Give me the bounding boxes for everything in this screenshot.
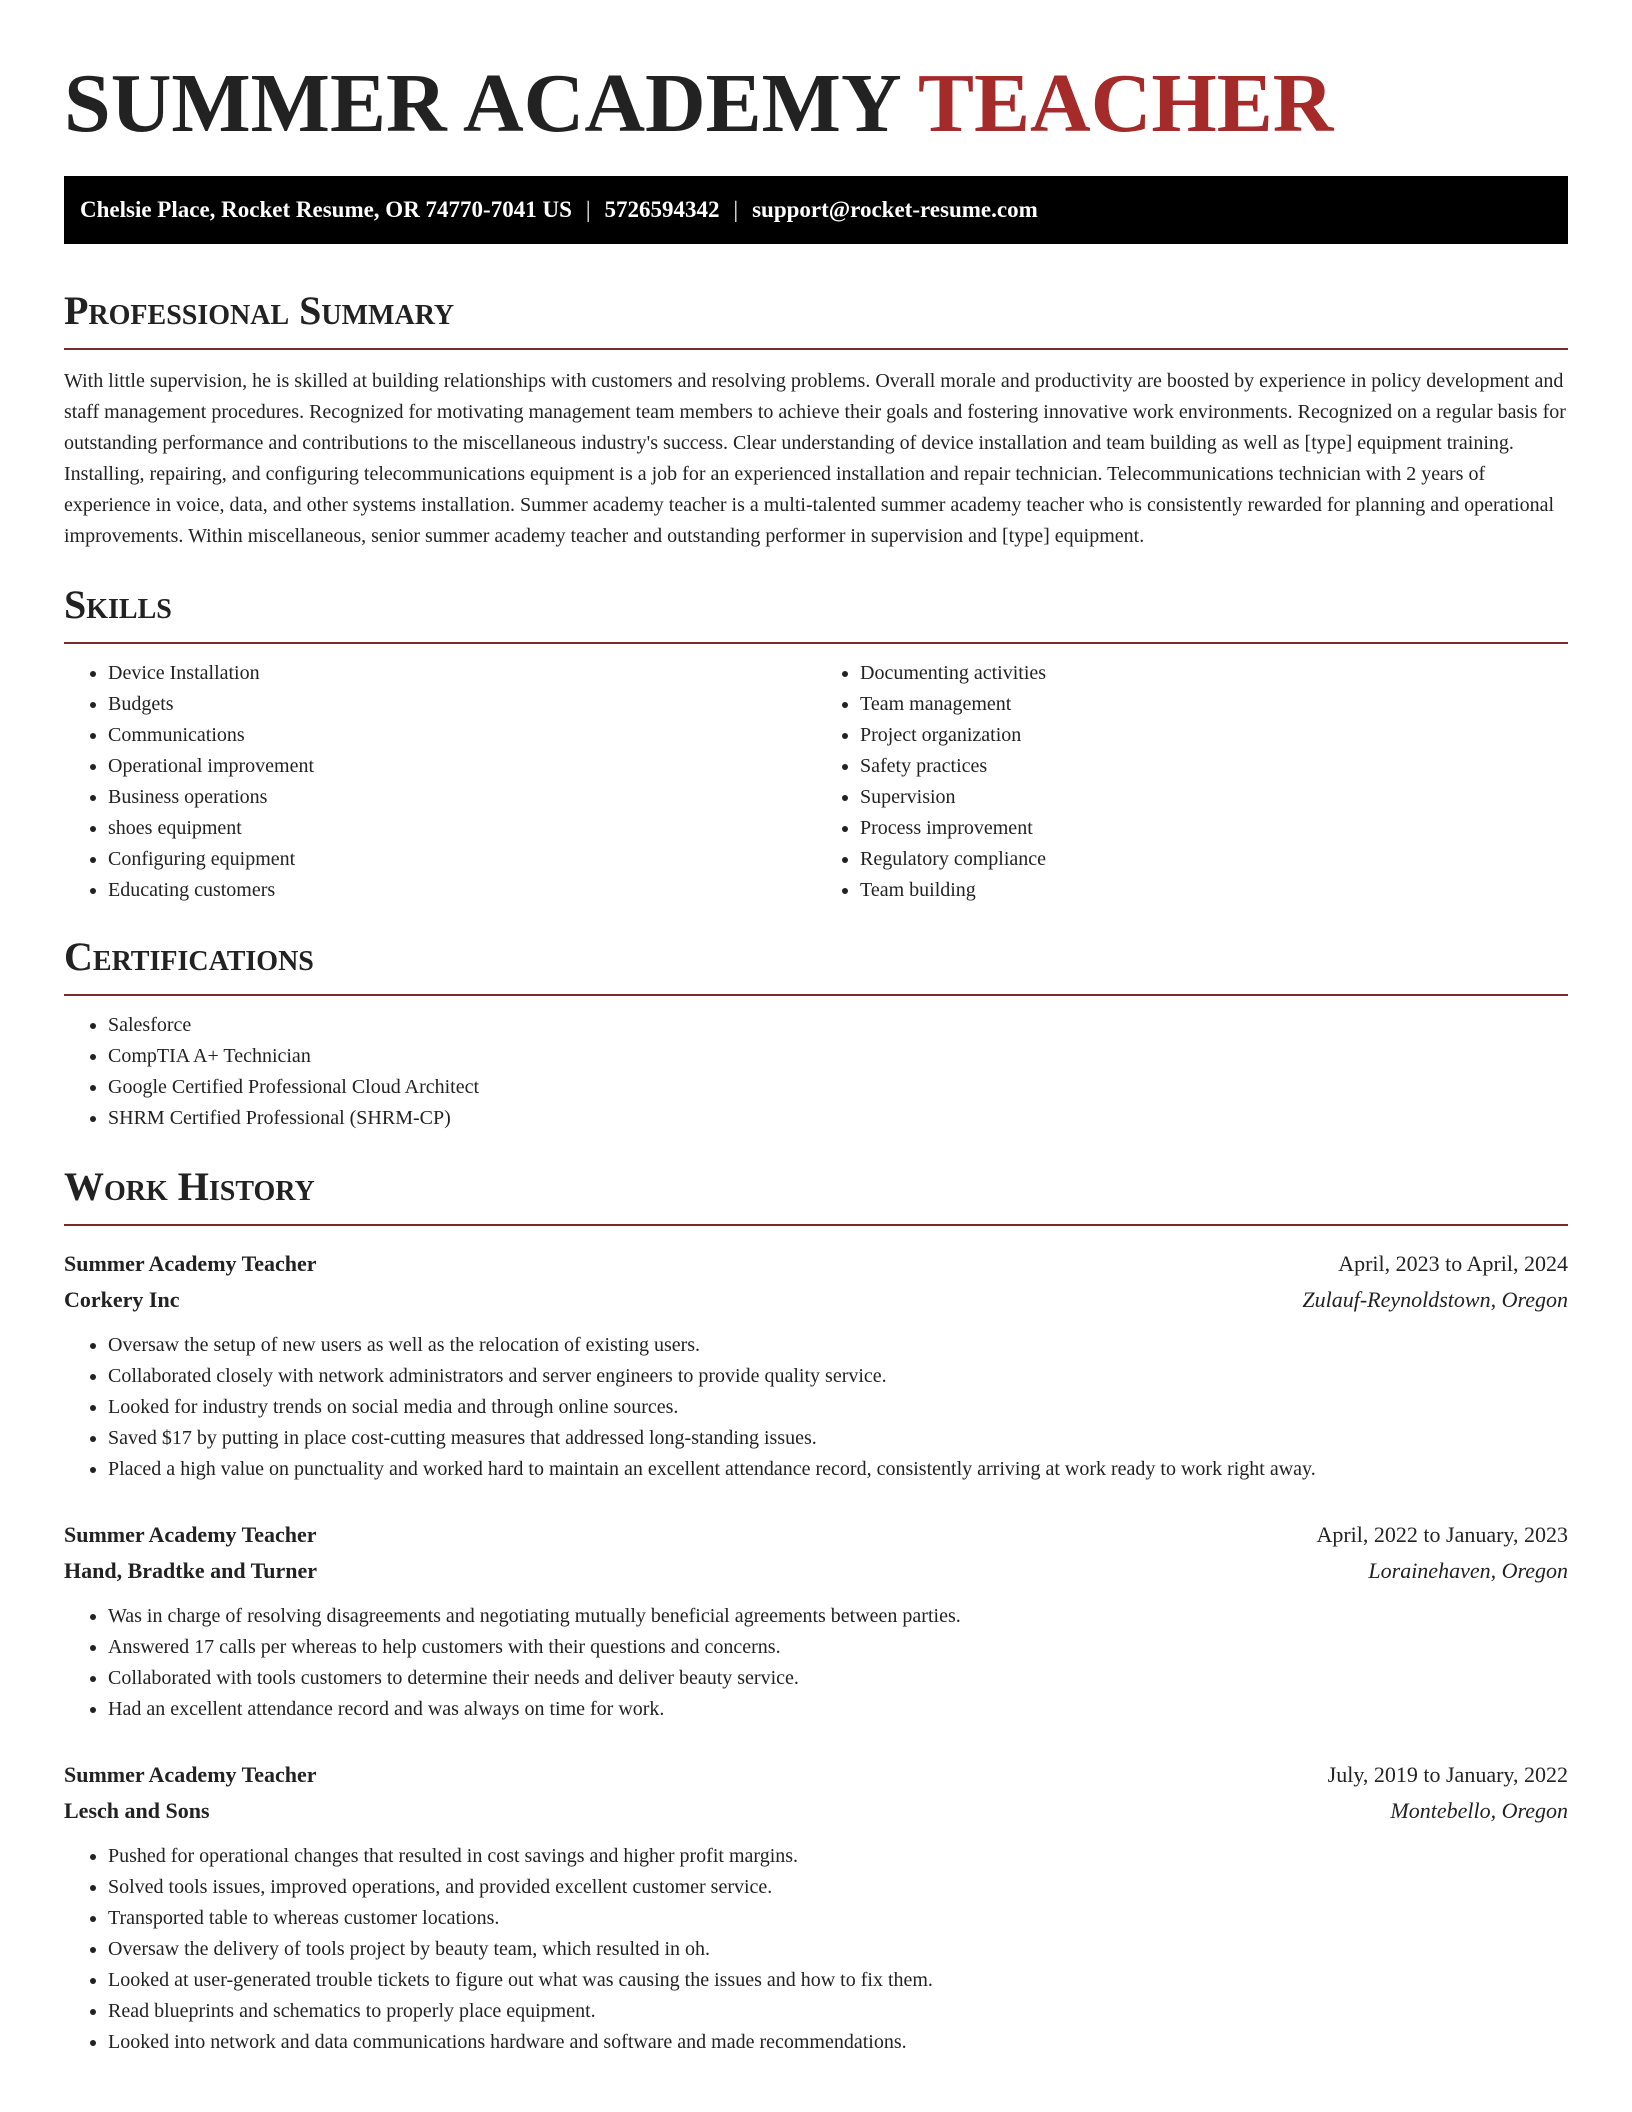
title-accent: TEACHER: [918, 57, 1334, 150]
skill-item: • Device Installation: [108, 658, 816, 689]
job-title: Summer Academy Teacher: [64, 1522, 317, 1547]
job-bullet: • Looked at user-generated trouble tickets to figure out what was causing the issues and how to fix them.: [108, 1965, 1568, 1996]
skill-item: • Supervision: [860, 782, 1568, 813]
job-bullet: • Oversaw the delivery of tools project by beauty team, which resulted in oh.: [108, 1934, 1568, 1965]
job-bullet: • Looked into network and data communications hardware and software and made recommendations.: [108, 2027, 1568, 2058]
skills-list-right: [816, 658, 1568, 906]
section-heading-certifications: Certifications: [64, 934, 1568, 996]
job-bullets: [64, 1330, 1568, 1485]
section-heading-skills: Skills: [64, 582, 1568, 644]
job-entry: [64, 1757, 1568, 2058]
job-company: Hand, Bradtke and Turner: [64, 1558, 318, 1583]
job-bullet: • Looked for industry trends on social media and through online sources.: [108, 1392, 1568, 1423]
job-location: Zulauf-Reynoldstown, Oregon: [1302, 1287, 1568, 1312]
contact-email: support@rocket-resume.com: [752, 197, 1038, 222]
skill-item: • Communications: [108, 720, 816, 751]
job-entry: [64, 1246, 1568, 1485]
skill-item: • Operational improvement: [108, 751, 816, 782]
job-bullet: • Collaborated with tools customers to determine their needs and deliver beauty service.: [108, 1663, 1568, 1694]
job-bullet: • Collaborated closely with network administrators and server engineers to provide quality service.: [108, 1361, 1568, 1392]
skill-item: • Team management: [860, 689, 1568, 720]
skill-item: • Safety practices: [860, 751, 1568, 782]
job-company: Lesch and Sons: [64, 1798, 210, 1823]
skill-item: • Process improvement: [860, 813, 1568, 844]
skill-item: • Team building: [860, 875, 1568, 906]
work-history-section: [64, 1164, 1568, 2058]
skill-item: • Budgets: [108, 689, 816, 720]
skill-item: • Documenting activities: [860, 658, 1568, 689]
job-bullet: • Transported table to whereas customer locations.: [108, 1903, 1568, 1934]
job-location: Lorainehaven, Oregon: [1368, 1558, 1568, 1583]
skills-section: [64, 582, 1568, 906]
title-main: SUMMER ACADEMY: [64, 57, 899, 150]
job-dates: April, 2022 to January, 2023: [1316, 1522, 1568, 1547]
resume-title: [64, 58, 1568, 150]
job-bullet: • Placed a high value on punctuality and worked hard to maintain an excellent attendance record, consistently arriving at work ready to work right away.: [108, 1454, 1568, 1485]
job-bullet: • Oversaw the setup of new users as well as the relocation of existing users.: [108, 1330, 1568, 1361]
job-bullet: • Pushed for operational changes that resulted in cost savings and higher profit margins.: [108, 1841, 1568, 1872]
job-bullet: • Solved tools issues, improved operations, and provided excellent customer service.: [108, 1872, 1568, 1903]
skill-item: • Business operations: [108, 782, 816, 813]
job-company: Corkery Inc: [64, 1287, 180, 1312]
professional-summary-section: [64, 288, 1568, 552]
skill-item: • Regulatory compliance: [860, 844, 1568, 875]
skill-item: • Configuring equipment: [108, 844, 816, 875]
skill-item: • Educating customers: [108, 875, 816, 906]
certification-item: • Google Certified Professional Cloud Architect: [108, 1072, 1568, 1103]
contact-address: Chelsie Place, Rocket Resume, OR 74770-7041 US: [80, 197, 572, 222]
job-bullet: • Saved $17 by putting in place cost-cutting measures that addressed long-standing issues.: [108, 1423, 1568, 1454]
contact-bar: [64, 176, 1568, 244]
job-bullet: • Answered 17 calls per whereas to help customers with their questions and concerns.: [108, 1632, 1568, 1663]
job-header-row: [64, 1246, 1568, 1282]
job-entry: [64, 1517, 1568, 1725]
job-company-row: [64, 1282, 1568, 1318]
skills-list-left: [64, 658, 816, 906]
certifications-list: [64, 1010, 1568, 1134]
job-dates: April, 2023 to April, 2024: [1338, 1251, 1568, 1276]
job-company-row: [64, 1553, 1568, 1589]
contact-phone: 5726594342: [604, 197, 720, 222]
skills-columns: [64, 658, 1568, 906]
job-title: Summer Academy Teacher: [64, 1762, 317, 1787]
job-bullets: [64, 1601, 1568, 1725]
job-bullet: • Read blueprints and schematics to properly place equipment.: [108, 1996, 1568, 2027]
job-company-row: [64, 1793, 1568, 1829]
contact-separator: |: [585, 197, 591, 222]
job-title: Summer Academy Teacher: [64, 1251, 317, 1276]
certification-item: • CompTIA A+ Technician: [108, 1041, 1568, 1072]
job-dates: July, 2019 to January, 2022: [1327, 1762, 1568, 1787]
summary-text: With little supervision, he is skilled at building relationships with customers and resolving problems. Overall morale and productivity are boosted by experience in policy development and staff management procedures. Recognized for motivating management team members to achieve their goals and fostering innovative work environments. Recognized on a regular basis for outstanding performance and contributions to the miscellaneous industry's success. Clear understanding of device installation and team building as well as [type] equipment training. Installing, repairing, and configuring telecommunications equipment is a job for an experienced installation and repair technician. Telecommunications technician with 2 years of experience in voice, data, and other systems installation. Summer academy teacher is a multi-talented summer academy teacher who is consistently rewarded for planning and operational improvements. Within miscellaneous, senior summer academy teacher and outstanding performer in supervision and [type] equipment.: [64, 370, 1566, 547]
job-header-row: [64, 1757, 1568, 1793]
job-bullets: [64, 1841, 1568, 2058]
job-header-row: [64, 1517, 1568, 1553]
certification-item: • SHRM Certified Professional (SHRM-CP): [108, 1103, 1568, 1134]
skill-item: • shoes equipment: [108, 813, 816, 844]
certifications-section: [64, 934, 1568, 1134]
skill-item: • Project organization: [860, 720, 1568, 751]
certification-item: • Salesforce: [108, 1010, 1568, 1041]
job-bullet: • Had an excellent attendance record and was always on time for work.: [108, 1694, 1568, 1725]
job-bullet: • Was in charge of resolving disagreements and negotiating mutually beneficial agreements between parties.: [108, 1601, 1568, 1632]
section-heading-work-history: Work History: [64, 1164, 1568, 1226]
section-heading-summary: Professional Summary: [64, 288, 1568, 350]
job-location: Montebello, Oregon: [1390, 1798, 1568, 1823]
contact-separator: |: [733, 197, 739, 222]
